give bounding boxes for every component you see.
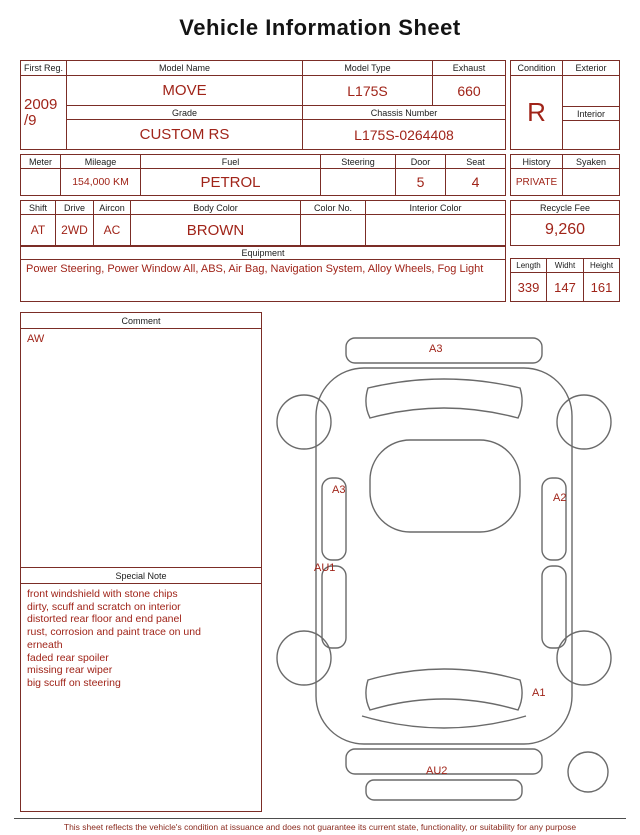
height-value: 161 xyxy=(590,279,613,295)
fuel-label: Fuel xyxy=(141,155,321,169)
seat-label: Seat xyxy=(446,155,505,169)
condition-table xyxy=(510,60,620,150)
seat-value: 4 xyxy=(471,174,480,190)
shift-label: Shift xyxy=(21,201,56,215)
page-title: Vehicle Information Sheet xyxy=(179,15,461,40)
special-note-line: distorted rear floor and end panel xyxy=(27,613,182,626)
history-value: PRIVATE xyxy=(511,169,563,195)
first-reg-year: 2009 xyxy=(24,95,58,113)
windshield-shape xyxy=(366,669,522,710)
footer-disclaimer: This sheet reflects the vehicle's condition at issuance and does not guarantee its current state, functionality, or suitability for any purpose xyxy=(14,818,626,832)
comment-panel xyxy=(20,312,262,812)
specs-table xyxy=(20,154,506,196)
model-name-value: MOVE xyxy=(67,76,303,106)
right-rear-door-shape xyxy=(542,478,566,560)
model-name-label: Model Name xyxy=(67,61,303,76)
left-front-door-shape xyxy=(322,566,346,648)
door-value: 5 xyxy=(396,169,446,195)
damage-marker-left-side: A3 xyxy=(332,484,346,496)
interior-value xyxy=(563,121,619,149)
first-reg-value xyxy=(21,76,67,149)
wheel-front-right xyxy=(557,631,611,685)
chassis-number-label: Chassis Number xyxy=(303,106,505,120)
fuel-value: PETROL xyxy=(141,169,321,195)
syaken-label: Syaken xyxy=(563,155,619,169)
special-note-header: Special Note xyxy=(21,567,261,584)
special-note-line: faded rear spoiler xyxy=(27,651,109,664)
history-label: History xyxy=(511,155,563,169)
bonnet-line xyxy=(362,716,526,728)
rear-glass-shape xyxy=(366,379,522,418)
shift-value: AT xyxy=(21,215,56,245)
car-diagram xyxy=(266,328,622,806)
exhaust-label: Exhaust xyxy=(433,61,505,76)
special-note-content xyxy=(21,584,261,811)
damage-marker-rear-bumper: A3 xyxy=(429,343,443,355)
roof-shape xyxy=(370,440,520,532)
meter-label: Meter xyxy=(21,155,61,169)
condition-grade-value: R xyxy=(511,76,563,149)
damage-marker-left-lower: AU1 xyxy=(314,562,336,574)
drive-label: Drive xyxy=(56,201,94,215)
recycle-fee-value: 9,260 xyxy=(544,221,586,238)
special-note-line: front windshield with stone chips xyxy=(27,588,178,600)
history-table xyxy=(510,154,620,196)
comment-header: Comment xyxy=(21,313,261,329)
first-reg-label: First Reg. xyxy=(21,61,67,76)
length-value: 339 xyxy=(511,273,547,301)
dimensions-table xyxy=(510,258,620,302)
color-no-value xyxy=(301,215,366,245)
interior-label: Interior xyxy=(563,107,619,121)
wheel-rear-right xyxy=(557,395,611,449)
damage-marker-front-right: A1 xyxy=(532,687,546,699)
special-note-line: big scuff on steering xyxy=(27,676,121,689)
syaken-value xyxy=(563,169,619,195)
damage-marker-front-bumper: AU2 xyxy=(426,765,448,777)
height-label: Height xyxy=(584,259,619,273)
exhaust-value: 660 xyxy=(433,76,505,106)
mileage-label: Mileage xyxy=(61,155,141,169)
special-note-line: dirty, scuff and scratch on interior xyxy=(27,600,181,613)
chassis-number-value: L175S-0264408 xyxy=(354,126,454,143)
damage-marker-right-side: A2 xyxy=(553,492,567,504)
width-value: 147 xyxy=(547,273,584,301)
body-color-label: Body Color xyxy=(131,201,301,215)
door-label: Door xyxy=(396,155,446,169)
grade-label: Grade xyxy=(67,106,303,120)
model-type-label: Model Type xyxy=(303,61,433,76)
condition-label: Condition xyxy=(511,61,563,76)
special-note-line: missing rear wiper xyxy=(27,664,113,677)
drivetrain-table xyxy=(20,200,506,246)
model-type-value: L175S xyxy=(303,76,433,106)
aircon-label: Aircon xyxy=(94,201,131,215)
exterior-label: Exterior xyxy=(563,61,619,76)
equipment-text: Power Steering, Power Window All, ABS, Air Bag, Navigation System, Alloy Wheels, Fog Light xyxy=(26,263,484,275)
special-note-line: rust, corrosion and paint trace on und xyxy=(27,626,201,639)
recycle-fee-table xyxy=(510,200,620,246)
grade-value: CUSTOM RS xyxy=(67,120,303,149)
steering-label: Steering xyxy=(321,155,396,169)
comment-text: AW xyxy=(27,333,45,345)
body-color-value: BROWN xyxy=(131,215,301,245)
registration-table xyxy=(20,60,506,150)
interior-color-value xyxy=(366,215,505,245)
front-valance-shape xyxy=(366,780,522,800)
length-label: Length xyxy=(511,259,547,273)
width-label: Widht xyxy=(547,259,584,273)
drive-value: 2WD xyxy=(56,215,94,245)
aircon-value: AC xyxy=(94,215,131,245)
color-no-label: Color No. xyxy=(301,201,366,215)
interior-color-label: Interior Color xyxy=(366,201,505,215)
inspection-circle xyxy=(568,752,608,792)
first-reg-month: /9 xyxy=(24,111,37,129)
meter-value xyxy=(21,169,61,195)
equipment-label: Equipment xyxy=(21,247,505,260)
mileage-value: 154,000 KM xyxy=(61,169,141,195)
right-front-door-shape xyxy=(542,566,566,648)
exterior-value xyxy=(563,76,619,107)
wheel-front-left xyxy=(277,631,331,685)
steering-value xyxy=(321,169,396,195)
wheel-rear-left xyxy=(277,395,331,449)
equipment-table xyxy=(20,246,506,302)
rear-bumper-shape xyxy=(346,338,542,363)
special-note-line: erneath xyxy=(27,638,63,651)
recycle-fee-label: Recycle Fee xyxy=(511,201,619,215)
